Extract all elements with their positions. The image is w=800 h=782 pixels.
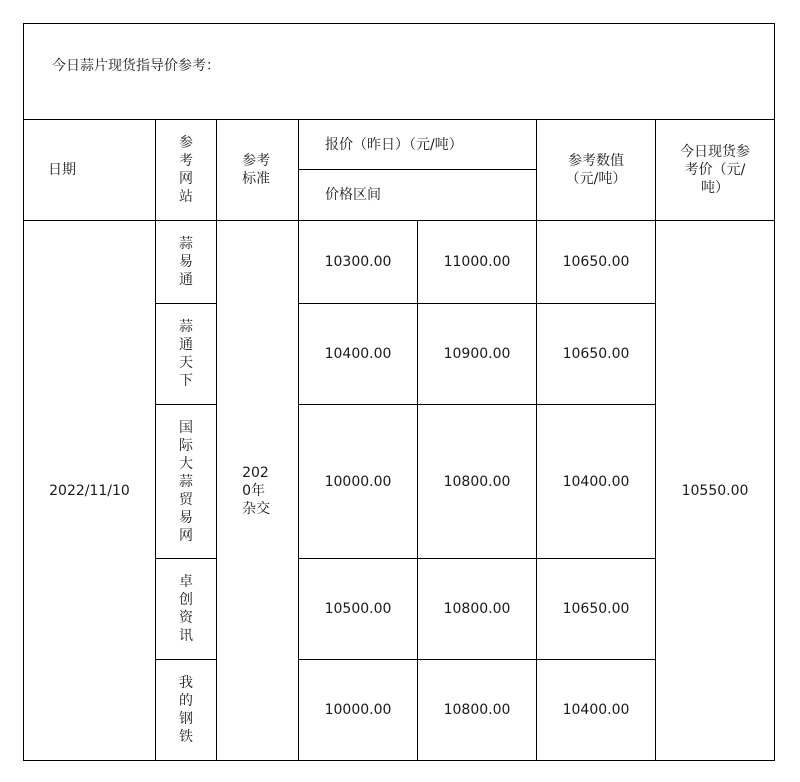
site-cell <box>156 405 217 559</box>
table-title: 今日蒜片现货指导价参考： <box>24 24 775 120</box>
site-cell <box>156 559 217 660</box>
site-name: 卓创资讯 <box>178 574 193 644</box>
header-date <box>24 120 156 221</box>
header-site-label: 参考网站 <box>178 135 193 205</box>
price-low-cell: 10000.00 <box>299 660 418 761</box>
price-high-cell: 10800.00 <box>418 559 537 660</box>
price-high-cell: 11000.00 <box>418 221 537 304</box>
header-today-price <box>656 120 775 221</box>
site-name: 我的钢铁 <box>178 675 193 745</box>
header-standard-label: 参考标准 <box>242 153 271 187</box>
price-high-cell: 10800.00 <box>418 405 537 559</box>
header-standard <box>217 120 299 221</box>
site-cell <box>156 221 217 304</box>
header-date-label: 日期 <box>48 162 76 178</box>
header-quote <box>299 120 537 170</box>
price-low-cell: 10500.00 <box>299 559 418 660</box>
header-ref-value <box>537 120 656 221</box>
header-site <box>156 120 217 221</box>
site-name: 国际大蒜贸易网 <box>178 419 193 544</box>
ref-value-cell: 10650.00 <box>537 304 656 405</box>
header-ref-value-label: 参考数值（元/吨） <box>565 153 627 187</box>
price-low-cell: 10400.00 <box>299 304 418 405</box>
header-range <box>299 170 537 221</box>
ref-value-cell: 10400.00 <box>537 660 656 761</box>
table-row <box>24 221 775 304</box>
header-range-label: 价格区间 <box>325 187 381 203</box>
price-high-cell: 10900.00 <box>418 304 537 405</box>
ref-value-cell: 10650.00 <box>537 221 656 304</box>
ref-value-cell: 10650.00 <box>537 559 656 660</box>
standard-cell <box>217 221 299 761</box>
today-price-cell: 10550.00 <box>656 221 775 761</box>
site-name: 蒜通天下 <box>178 319 193 389</box>
price-low-cell: 10300.00 <box>299 221 418 304</box>
price-low-cell: 10000.00 <box>299 405 418 559</box>
date-cell: 2022/11/10 <box>24 221 156 761</box>
header-today-price-label: 今日现货参考价（元/吨） <box>680 144 750 196</box>
site-cell <box>156 304 217 405</box>
ref-value-cell: 10400.00 <box>537 405 656 559</box>
standard-value: 2020年杂交 <box>242 464 271 517</box>
price-reference-table <box>23 23 775 761</box>
site-name: 蒜易通 <box>178 236 193 288</box>
header-quote-label: 报价（昨日）（元/吨） <box>325 136 463 153</box>
price-high-cell: 10800.00 <box>418 660 537 761</box>
site-cell <box>156 660 217 761</box>
